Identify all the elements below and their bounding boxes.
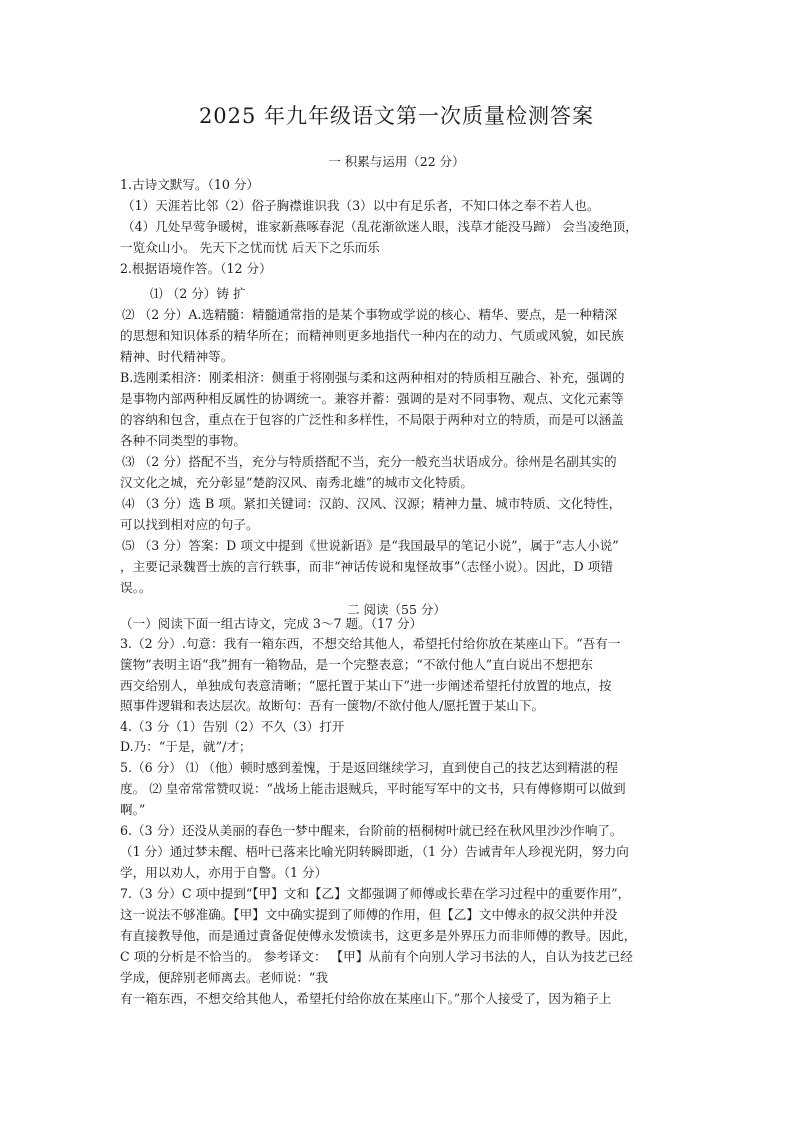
text-line: 学，用以劝人，亦用于自警。（1 分） (120, 865, 328, 880)
text-line: 一览众山小。 先天下之忧而忧 后天下之乐而乐 (120, 240, 380, 255)
text-line: ⑴ （2 分）铸 扩 (150, 286, 246, 301)
text-line: 各种不同类型的事物。 (120, 433, 246, 448)
text-line: ⑸ （3 分）答案：D 项文中提到《世说新语》是“我国最早的笔记小说”，属于“志人小说” (122, 538, 619, 553)
text-line: 6.（3 分）还没从美丽的春色一梦中醒来，台阶前的梧桐树叶就已经在秋风里沙沙作响了。 (120, 823, 623, 838)
text-line: 1.古诗文默写。（10 分） (120, 177, 260, 192)
text-line: 这一说法不够准确。【甲】文中确实提到了师傅的作用，但【乙】文中傅永的叔父洪仲并没 (120, 907, 618, 922)
text-line: 的容纳和包含，重点在于包容的广泛性和多样性，不局限于两种对立的特质，而是可以涵盖 (120, 412, 624, 427)
text-line: C 项的分析是不恰当的。 参考译文： 【甲】从前有个向别人学习书法的人，自认为技艺已经 (120, 949, 633, 964)
text-line: 的思想和知识体系的精华所在；而精神则更多地指代一种内在的动力、气质或风貌，如民族 (120, 328, 624, 343)
text-line: B.选刚柔相济：刚柔相济：侧重于将刚强与柔和这两种相对的特质相互融合、补充，强调的 (120, 370, 625, 385)
text-line: 学成，便辞别老师离去。老师说：“我 (120, 970, 328, 985)
document-title: 2025 年九年级语文第一次质量检测答案 (198, 104, 595, 128)
text-line: 2.根据语境作答。（12 分） (120, 261, 272, 276)
text-line: 精神、时代精神等。 (120, 349, 234, 364)
text-line: 7.（3 分）C 项中提到“【甲】文和【乙】文都强调了师傅或长辈在学习过程中的重要作用”， (120, 886, 631, 901)
text-line: 啊。” (120, 802, 146, 817)
text-line: 照事件逻辑和表达层次。故断句：吾有一箧物/不欲付他人/愿托置于某山下。 (120, 698, 545, 713)
text-line: 误。。 (120, 580, 152, 595)
text-line: （一）阅读下面一组古诗文，完成 3～7 题。（17 分） (120, 616, 423, 631)
text-line: D.乃：“于是，就”/才； (120, 739, 252, 754)
text-line: 度。 ⑵ 皇帝常常赞叹说：“战场上能击退贼兵，平时能写军中的文书，只有傅修期可以做到 (120, 781, 626, 796)
section-heading-reading: 二 阅读（55 分） (347, 602, 446, 617)
section-heading-accumulation: 一 积累与运用（22 分） (328, 154, 465, 169)
text-line: 可以找到相对应的句子。 (120, 517, 259, 532)
text-line: 5.（6 分） ⑴ （他）顿时感到羞愧，于是返回继续学习，直到使自己的技艺达到精湛的程 (120, 760, 619, 775)
text-line: 有直接教导他，而是通过責备促使傅永发愤读书，这更多是外界压力而非师傅的教导。因此， (120, 928, 637, 943)
text-line: （1 分）通过梦未醒、梧叶已落来比喻光阴转瞬即逝，（1 分）告诫青年人珍视光阴，努力向 (120, 844, 629, 859)
text-line: 4.（3 分（1）告别（2）不久（3）打开 (120, 719, 345, 734)
text-line: 是事物内部两种相反属性的协调统一。兼容并蓄：强调的是对不同事物、观点、文化元素等 (120, 391, 624, 406)
text-line: （1）天涯若比邻（2）俗子胸襟谁识我（3）以中有足乐者，不知口体之奉不若人也。 (122, 198, 600, 213)
text-line: 有一箱东西，不想交给其他人，希望托付给你放在某座山下。”那个人接受了，因为箱子上 (120, 991, 612, 1006)
text-line: 3.（2 分）.句意：我有一箱东西，不想交给其他人，希望托付给你放在某座山下。“吾有一 (120, 636, 621, 651)
text-line: ，主要记录魏晋士族的言行轶事，而非“神话传说和鬼怪故事”（志怪小说）。因此，D 项错 (120, 559, 613, 574)
text-line: ⑷ （3 分）选 B 项。紧扣关键词：汉韵、汉风、汉源；精神力量、城市特质、文化特性， (122, 496, 622, 511)
text-line: （4）几处早莺争暖树，谁家新燕啄春泥（乱花渐欲迷人眼，浅草才能没马蹄） 会当凌绝顶， (122, 219, 638, 234)
text-line: ⑵ （2 分）A.选精髓：精髓通常指的是某个事物或学说的核心、精华、要点，是一种精深 (122, 307, 618, 322)
text-line: 西交给别人，单独成句表意清晰；“愿托置于某山下”进一步阐述希望托付放置的地点，按 (120, 678, 612, 693)
text-line: 箧物”表明主语“我”拥有一箱物品，是一个完整表意；“不欲付他人”直白说出不想把东 (120, 657, 593, 672)
text-line: 汉文化之城，充分彰显“楚韵汉风、南秀北雄”的城市文化特质。 (120, 475, 473, 490)
text-line: ⑶ （2 分）搭配不当，充分与特质搭配不当，充分一般充当状语成分。徐州是名副其实的 (122, 454, 617, 469)
